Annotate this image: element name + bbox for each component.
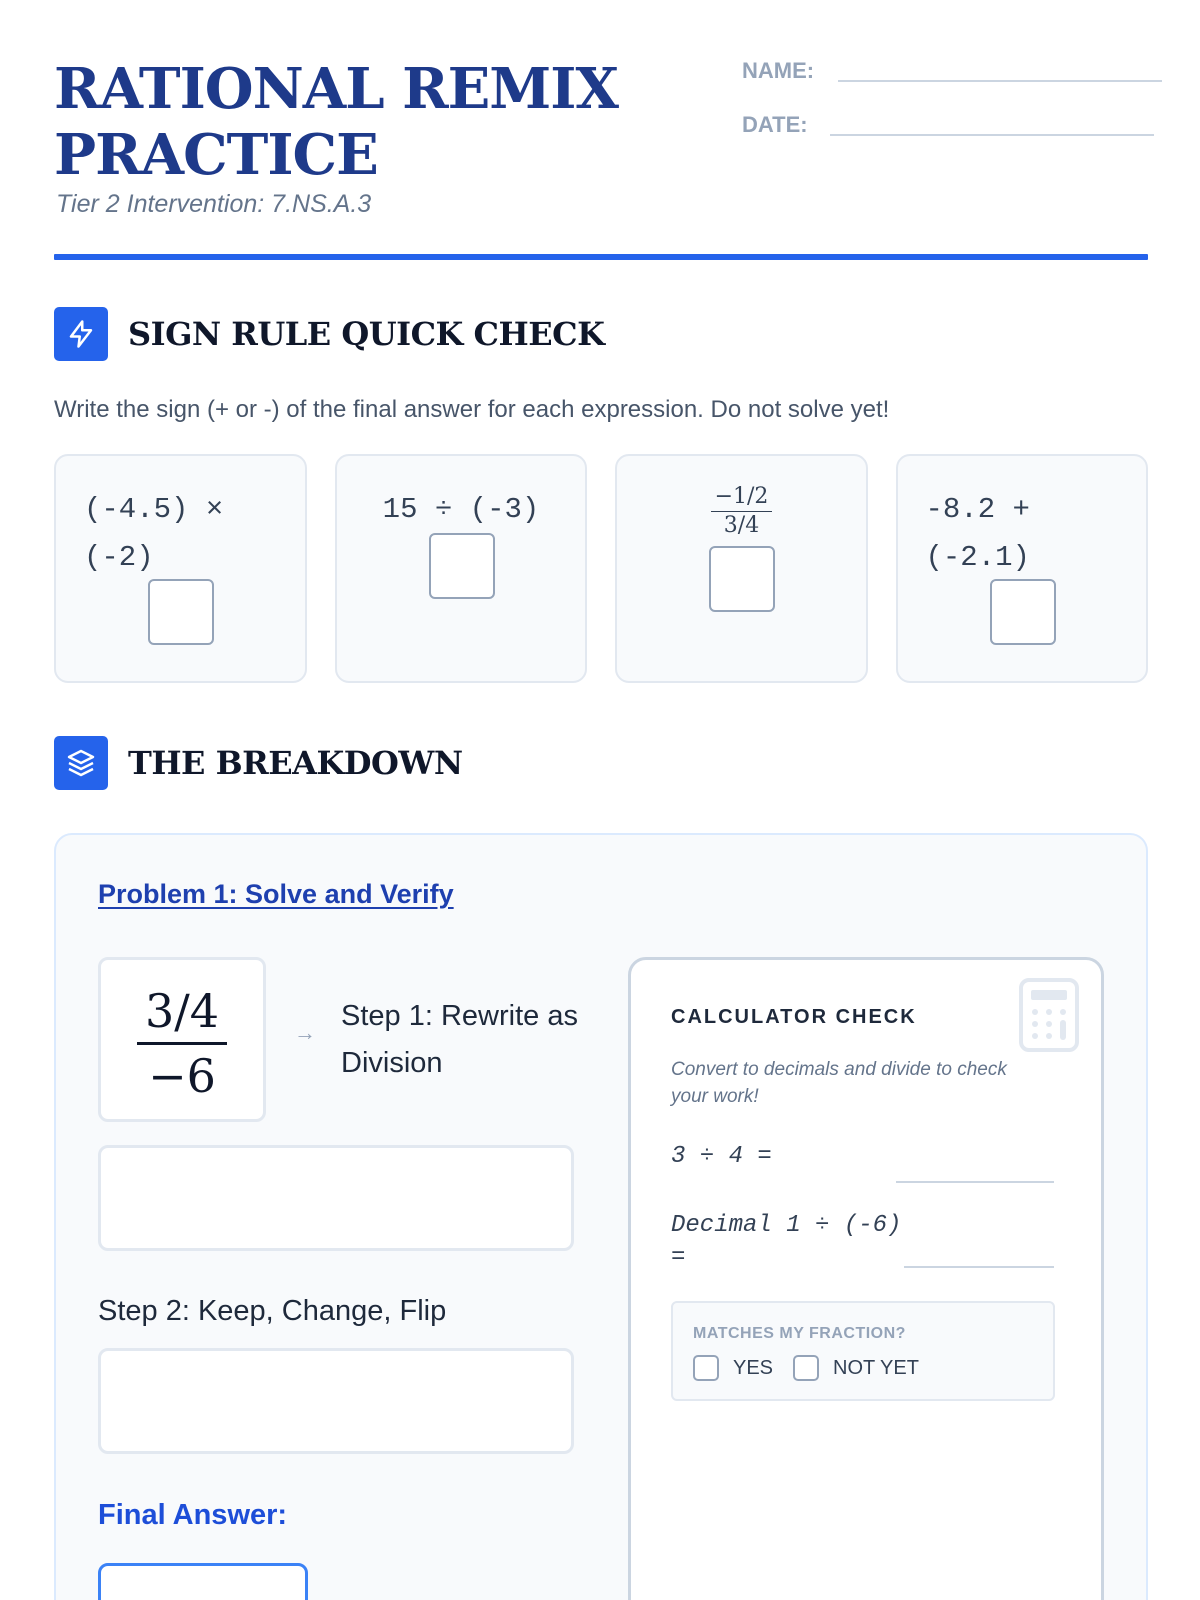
match-label: MATCHES MY FRACTION? xyxy=(693,1325,906,1342)
fraction-denominator: 3/4 xyxy=(723,513,760,538)
yes-option[interactable] xyxy=(693,1355,773,1381)
sign-card-2 xyxy=(335,454,588,683)
arrow-right-icon: → xyxy=(294,1020,316,1045)
sign-answer-box[interactable] xyxy=(429,533,495,599)
final-answer-box[interactable] xyxy=(98,1563,308,1600)
sign-card-3 xyxy=(615,454,868,683)
date-line[interactable] xyxy=(830,134,1154,136)
fraction-numerator: 3/4 xyxy=(137,984,227,1045)
calc-row-2-answer-line[interactable] xyxy=(904,1266,1054,1268)
sign-check-title: SIGN RULE QUICK CHECK xyxy=(128,315,605,353)
not-yet-option[interactable] xyxy=(793,1355,919,1381)
fraction-numerator: −1/2 xyxy=(711,484,773,512)
header-divider xyxy=(54,254,1148,260)
step-1-label: Step 1: Rewrite as Division xyxy=(341,1000,578,1079)
step-2-work-box[interactable] xyxy=(98,1348,574,1454)
name-line[interactable] xyxy=(838,80,1162,82)
expression: -8.2 + (-2.1) xyxy=(925,493,1030,574)
sign-card-4 xyxy=(896,454,1149,683)
calculator-check-title: CALCULATOR CHECK xyxy=(671,1006,917,1028)
step-1-work-box[interactable] xyxy=(98,1145,574,1251)
page-title: RATIONAL REMIX PRACTICE xyxy=(54,56,618,188)
problem-title: Problem 1: Solve and Verify xyxy=(98,879,454,909)
yes-checkbox[interactable] xyxy=(693,1355,719,1381)
breakdown-title: THE BREAKDOWN xyxy=(128,744,463,782)
breakdown-heading xyxy=(54,736,463,790)
name-label: NAME: xyxy=(742,58,815,83)
match-check-box xyxy=(671,1301,1055,1401)
final-answer-label: Final Answer: xyxy=(98,1499,288,1531)
page-subtitle: Tier 2 Intervention: 7.NS.A.3 xyxy=(56,190,372,218)
calculator-check-panel xyxy=(628,957,1104,1600)
sign-answer-box[interactable] xyxy=(709,546,775,612)
expression: (-4.5) × (-2) xyxy=(84,493,224,574)
sign-card-1 xyxy=(54,454,307,683)
calc-row-2-label: Decimal 1 ÷ (-6) = xyxy=(671,1212,902,1271)
date-field[interactable] xyxy=(742,112,1162,138)
sign-answer-box[interactable] xyxy=(990,579,1056,645)
sign-check-heading xyxy=(54,307,604,361)
not-yet-label: NOT YET xyxy=(833,1356,919,1379)
calculator-description: Convert to decimals and divide to check your work! xyxy=(671,1059,1007,1107)
expression: 15 ÷ (-3) xyxy=(382,493,540,526)
fraction-expression xyxy=(617,484,866,538)
layers-icon xyxy=(54,736,108,790)
calculator-icon xyxy=(1019,978,1079,1057)
complex-fraction xyxy=(98,957,266,1122)
calc-row-1-label: 3 ÷ 4 = xyxy=(671,1143,772,1170)
lightning-icon xyxy=(54,307,108,361)
worksheet-page xyxy=(54,0,1148,1600)
not-yet-checkbox[interactable] xyxy=(793,1355,819,1381)
date-label: DATE: xyxy=(742,112,808,137)
fraction-denominator: −6 xyxy=(148,1049,216,1103)
step-2-label: Step 2: Keep, Change, Flip xyxy=(98,1295,447,1327)
calc-row-1-answer-line[interactable] xyxy=(896,1181,1054,1183)
problem-card xyxy=(54,833,1148,1600)
yes-label: YES xyxy=(733,1356,774,1379)
sign-cards xyxy=(54,454,1148,683)
sign-answer-box[interactable] xyxy=(148,579,214,645)
sign-check-instructions: Write the sign (+ or -) of the final answer for each expression. Do not solve yet! xyxy=(54,396,890,423)
name-field[interactable] xyxy=(742,58,1162,84)
